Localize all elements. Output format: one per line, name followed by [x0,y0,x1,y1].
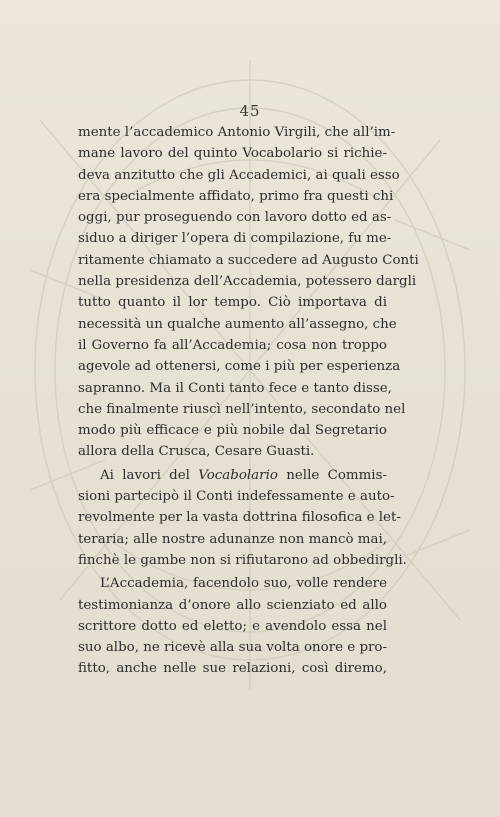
text-line: siduo a diriger l’opera di compilazione, fu me- [78,231,392,247]
text-line: agevole ad ottenersi, come i più per esperienza [78,359,401,375]
text-line: sioni partecipò il Conti indefessamente e auto- [78,489,395,505]
text-line: allora della Crusca, Cesare Guasti. [78,444,315,460]
italic-title: Vocabolario [198,467,278,483]
text-segment: Ai lavori del [100,467,190,483]
text-line: mane lavoro del quinto Vocabolario si richie- [78,146,387,162]
page-number: 45 [239,102,261,120]
text-line: finchè le gambe non si rifiutarono ad obbedirgli. [78,552,407,568]
text-line: mente l’accademico Antonio Virgili, che all’im- [78,125,396,140]
text-line: revolmente per la vasta dottrina filosofica e let- [78,510,401,526]
text-line: il Governo fa all’Accademia; cosa non troppo [78,337,387,353]
paragraph [78,573,387,679]
paragraph [78,465,407,571]
text-line: teraria; alle nostre adunanze non mancò mai, [78,531,387,547]
text-line: L’Accademia, facendolo suo, volle rendere [100,576,387,592]
text-line: oggi, pur proseguendo con lavoro dotto ed as- [78,210,392,226]
text-line: suo albo, ne ricevè alla sua volta onore e pro- [78,640,388,656]
text-segment: nelle Commis- [286,467,387,483]
text-line [78,465,387,486]
text-line: che finalmente riuscì nell’intento, secondato nel [78,401,406,417]
paragraph [78,122,419,463]
text-line: necessità un qualche aumento all’assegno, che [78,316,397,332]
text-line: scrittore dotto ed eletto; e avendolo essa nel [78,618,387,634]
text-line: era specialmente affidato, primo fra questi chi [78,188,394,204]
text-line: deva anzitutto che gli Accademici, ai quali esso [78,167,400,183]
text-line: sapranno. Ma il Conti tanto fece e tanto disse, [78,380,392,396]
text-line: tutto quanto il lor tempo. Ciò importava di [78,295,387,311]
text-line: testimonianza d’onore allo scienziato ed allo [78,597,387,613]
body-text [78,122,419,680]
text-line: fitto, anche nelle sue relazioni, così diremo, [78,661,387,677]
text-line: nella presidenza dell’Accademia, potessero dargli [78,274,417,290]
text-line: modo più efficace e più nobile dal Segretario [78,423,387,439]
text-line: ritamente chiamato a succedere ad Augusto Conti [78,252,419,268]
